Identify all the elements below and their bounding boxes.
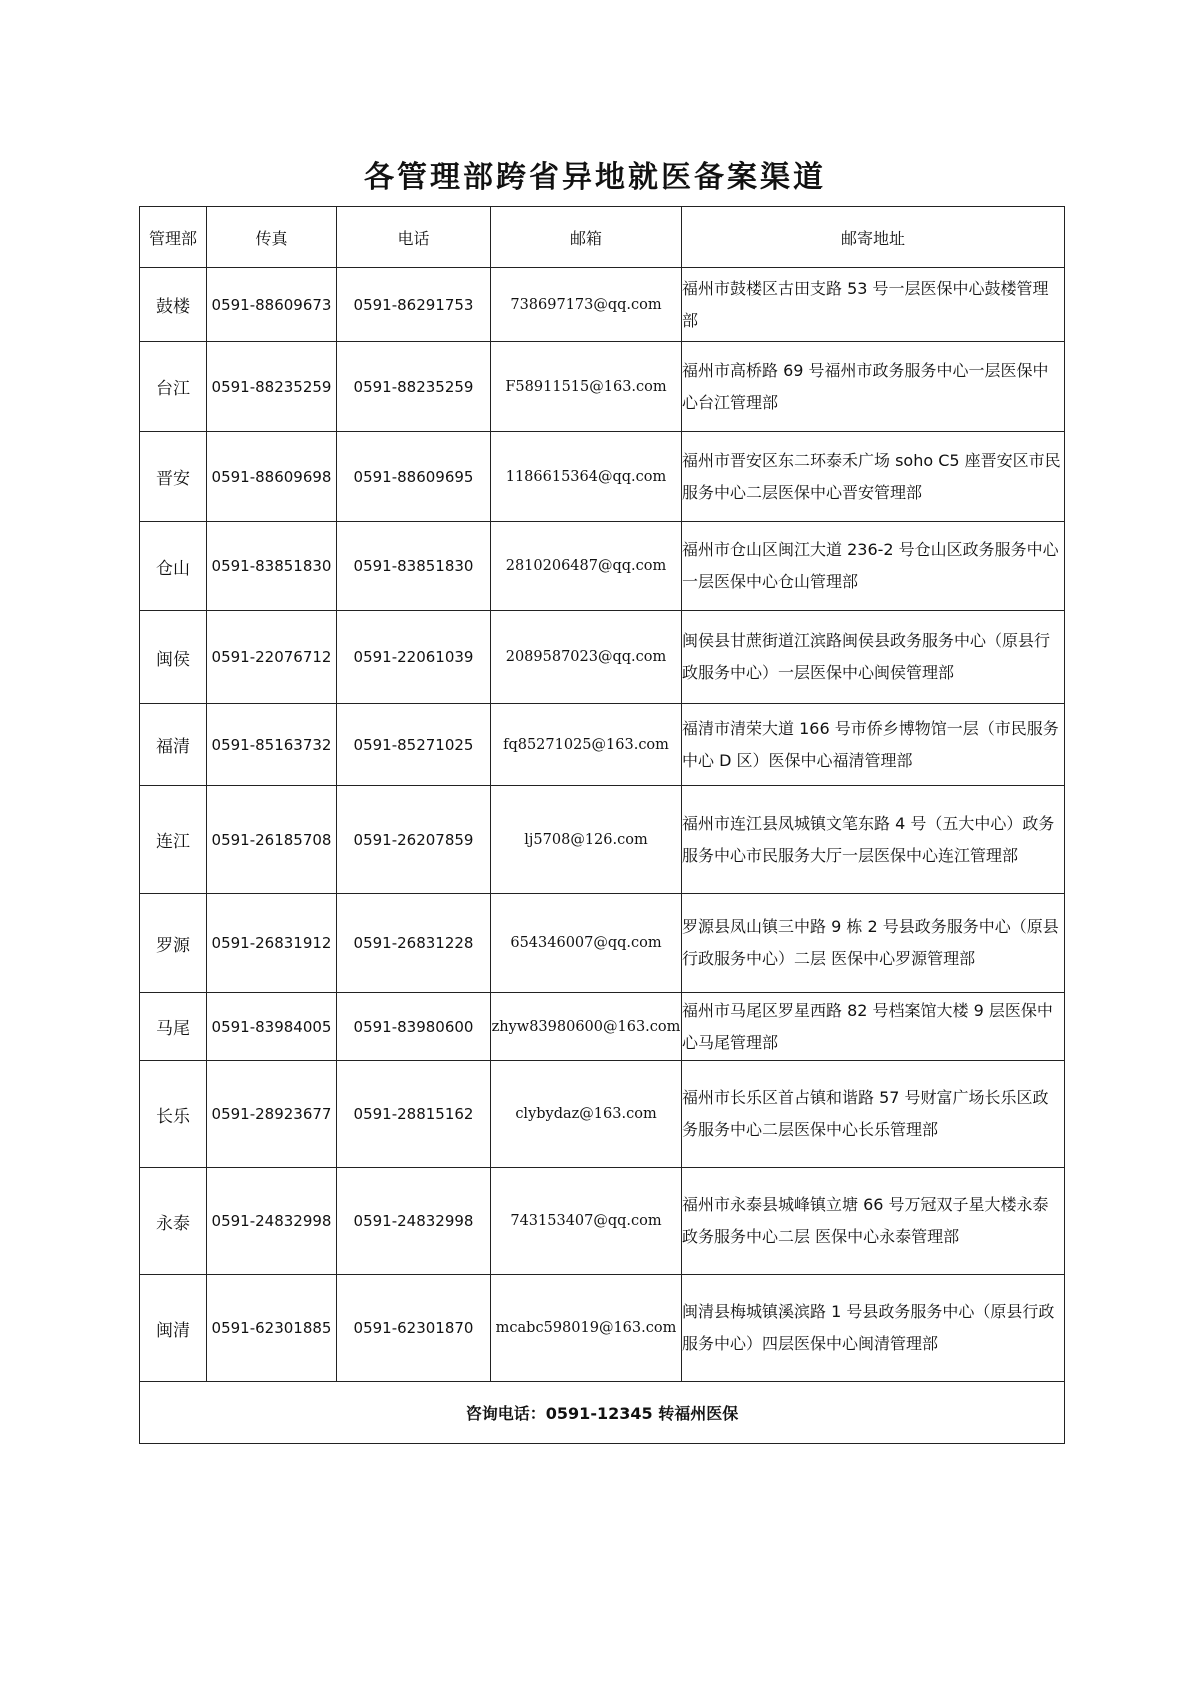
phone-cell: 0591-62301870	[337, 1275, 491, 1382]
department-cell: 马尾	[140, 993, 207, 1061]
table-row	[140, 786, 1065, 894]
address-cell: 福州市连江县凤城镇文笔东路 4 号（五大中心）政务服务中心市民服务大厅一层医保中心连江管理部	[682, 786, 1065, 894]
fax-cell: 0591-88609698	[207, 432, 337, 522]
address-cell: 福州市永泰县城峰镇立塘 66 号万冠双子星大楼永泰政务服务中心二层 医保中心永泰管理部	[682, 1168, 1065, 1275]
department-cell: 罗源	[140, 894, 207, 993]
email-cell: 2810206487@qq.com	[491, 522, 682, 611]
email-cell: 738697173@qq.com	[491, 268, 682, 342]
email-cell: zhyw83980600@163.com	[491, 993, 682, 1061]
table-row	[140, 342, 1065, 432]
table-row	[140, 432, 1065, 522]
department-cell: 连江	[140, 786, 207, 894]
page-title: 各管理部跨省异地就医备案渠道	[364, 160, 826, 195]
table-row	[140, 1168, 1065, 1275]
table-row	[140, 1061, 1065, 1168]
address-cell: 罗源县凤山镇三中路 9 栋 2 号县政务服务中心（原县行政服务中心）二层 医保中心罗源管理部	[682, 894, 1065, 993]
phone-cell: 0591-26831228	[337, 894, 491, 993]
table-row	[140, 704, 1065, 786]
phone-cell: 0591-28815162	[337, 1061, 491, 1168]
email-cell: 2089587023@qq.com	[491, 611, 682, 704]
email-cell: 654346007@qq.com	[491, 894, 682, 993]
email-cell: clybydaz@163.com	[491, 1061, 682, 1168]
department-cell: 闽清	[140, 1275, 207, 1382]
phone-cell: 0591-24832998	[337, 1168, 491, 1275]
table-row	[140, 522, 1065, 611]
table-row	[140, 611, 1065, 704]
email-cell: F58911515@163.com	[491, 342, 682, 432]
address-cell: 闽清县梅城镇溪滨路 1 号县政务服务中心（原县行政服务中心）四层医保中心闽清管理部	[682, 1275, 1065, 1382]
table-row	[140, 993, 1065, 1061]
fax-cell: 0591-26831912	[207, 894, 337, 993]
address-cell: 福州市高桥路 69 号福州市政务服务中心一层医保中心台江管理部	[682, 342, 1065, 432]
department-cell: 台江	[140, 342, 207, 432]
department-cell: 福清	[140, 704, 207, 786]
table-footer-row	[140, 1382, 1065, 1444]
address-cell: 福州市晋安区东二环泰禾广场 soho C5 座晋安区市民服务中心二层医保中心晋安管理部	[682, 432, 1065, 522]
phone-cell: 0591-85271025	[337, 704, 491, 786]
phone-cell: 0591-22061039	[337, 611, 491, 704]
address-cell: 福清市清荣大道 166 号市侨乡博物馆一层（市民服务中心 D 区）医保中心福清管理部	[682, 704, 1065, 786]
fax-cell: 0591-62301885	[207, 1275, 337, 1382]
email-cell: mcabc598019@163.com	[491, 1275, 682, 1382]
table-row	[140, 1275, 1065, 1382]
fax-cell: 0591-88609673	[207, 268, 337, 342]
address-cell: 福州市仓山区闽江大道 236-2 号仓山区政务服务中心一层医保中心仓山管理部	[682, 522, 1065, 611]
department-cell: 仓山	[140, 522, 207, 611]
email-cell: fq85271025@163.com	[491, 704, 682, 786]
header-mailing-address: 邮寄地址	[682, 207, 1065, 268]
consultation-hotline: 咨询电话：0591-12345 转福州医保	[140, 1382, 1065, 1444]
address-cell: 福州市鼓楼区古田支路 53 号一层医保中心鼓楼管理部	[682, 268, 1065, 342]
address-cell: 福州市马尾区罗星西路 82 号档案馆大楼 9 层医保中心马尾管理部	[682, 993, 1065, 1061]
header-email: 邮箱	[491, 207, 682, 268]
fax-cell: 0591-28923677	[207, 1061, 337, 1168]
email-cell: 1186615364@qq.com	[491, 432, 682, 522]
department-cell: 鼓楼	[140, 268, 207, 342]
fax-cell: 0591-22076712	[207, 611, 337, 704]
phone-cell: 0591-83851830	[337, 522, 491, 611]
fax-cell: 0591-24832998	[207, 1168, 337, 1275]
fax-cell: 0591-83851830	[207, 522, 337, 611]
phone-cell: 0591-86291753	[337, 268, 491, 342]
address-cell: 福州市长乐区首占镇和谐路 57 号财富广场长乐区政务服务中心二层医保中心长乐管理部	[682, 1061, 1065, 1168]
filing-channels-table	[139, 206, 1065, 1444]
table-header-row	[140, 207, 1065, 268]
email-cell: 743153407@qq.com	[491, 1168, 682, 1275]
fax-cell: 0591-83984005	[207, 993, 337, 1061]
header-department: 管理部	[140, 207, 207, 268]
address-cell: 闽侯县甘蔗街道江滨路闽侯县政务服务中心（原县行政服务中心）一层医保中心闽侯管理部	[682, 611, 1065, 704]
department-cell: 永泰	[140, 1168, 207, 1275]
header-phone: 电话	[337, 207, 491, 268]
phone-cell: 0591-26207859	[337, 786, 491, 894]
department-cell: 晋安	[140, 432, 207, 522]
table-row	[140, 894, 1065, 993]
fax-cell: 0591-26185708	[207, 786, 337, 894]
fax-cell: 0591-85163732	[207, 704, 337, 786]
phone-cell: 0591-83980600	[337, 993, 491, 1061]
department-cell: 闽侯	[140, 611, 207, 704]
table-row	[140, 268, 1065, 342]
header-fax: 传真	[207, 207, 337, 268]
phone-cell: 0591-88609695	[337, 432, 491, 522]
department-cell: 长乐	[140, 1061, 207, 1168]
email-cell: lj5708@126.com	[491, 786, 682, 894]
phone-cell: 0591-88235259	[337, 342, 491, 432]
fax-cell: 0591-88235259	[207, 342, 337, 432]
